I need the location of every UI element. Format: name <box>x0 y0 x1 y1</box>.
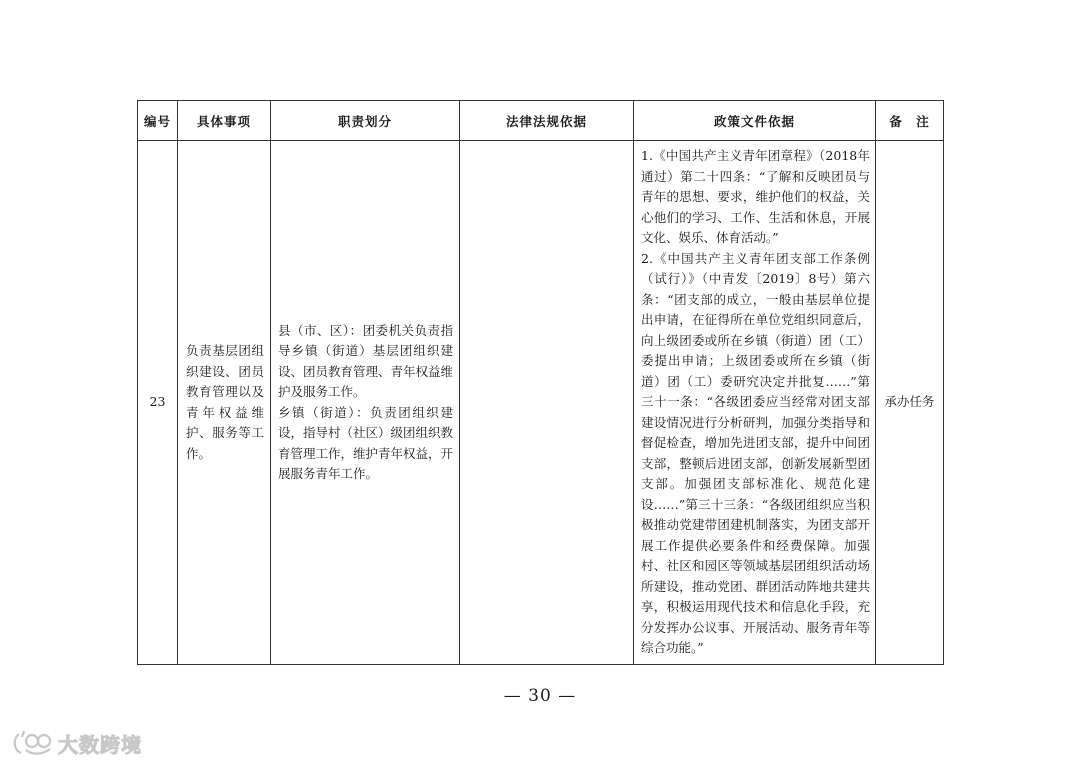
cell-note: 承办任务 <box>876 141 944 665</box>
policy-charter: 1.《中国共产主义青年团章程》（2018年通过）第二十四条：“了解和反映团员与青年的思想、要求，维护他们的权益，关心他们的学习、工作、生活和休息，开展文化、娱乐、体育活动。” <box>641 148 870 246</box>
header-law: 法律法规依据 <box>460 101 634 141</box>
table-header-row <box>138 101 944 141</box>
table-row <box>138 141 944 665</box>
policy-branch-regulation: 2.《中国共产主义青年团支部工作条例（试行）》（中青发〔2019〕8号）第六条：“团支部的成立，一般由基层单位提出申请，在征得所在单位党组织同意后，向上级团委或所在乡镇（街道）团（工）委提出申请；上级团委或所在乡镇（街道）团（工）委研究决定并批复……”第三十一条：“各级团委应当经常对团支部建设情况进行分析研判，加强分类指导和督促检查，增加先进团支部，提升中间团支部，整顿后进团支部，创新发展新型团支部。加强团支部标准化、规范化建设……”第三十三条：“各级团组织应当积极推动党建带团建机制落实，为团支部开展工作提供必要条件和经费保障。加强村、社区和园区等领域基层团组织活动场所建设，推动党团、群团活动阵地共建共享，积极运用现代技术和信息化手段，充分发挥办公议事、开展活动、服务青年等综合功能。” <box>641 250 870 656</box>
duty-county: 县（市、区）：团委机关负责指导乡镇（街道）基层团组织建设、团员教育管理、青年权益维护及服务工作。 <box>278 322 454 399</box>
cell-duty <box>271 141 460 665</box>
header-number: 编号 <box>138 101 178 141</box>
watermark-logo-icon <box>10 728 54 758</box>
header-item: 具体事项 <box>178 101 271 141</box>
watermark <box>10 728 142 758</box>
cell-item: 负责基层团组织建设、团员教育管理以及青年权益维护、服务等工作。 <box>178 141 271 665</box>
cell-policy <box>634 141 876 665</box>
duty-township: 乡镇（街道）：负责团组织建设，指导村（社区）级团组织教育管理工作，维护青年权益，开展服务青年工作。 <box>278 404 454 481</box>
watermark-text: 大数跨境 <box>58 732 142 757</box>
header-duty: 职责划分 <box>271 101 460 141</box>
policy-table <box>137 100 944 665</box>
header-policy: 政策文件依据 <box>634 101 876 141</box>
header-note: 备 注 <box>876 101 944 141</box>
page-number: — 30 — <box>503 686 577 706</box>
cell-number: 23 <box>138 141 178 665</box>
cell-law <box>460 141 634 665</box>
